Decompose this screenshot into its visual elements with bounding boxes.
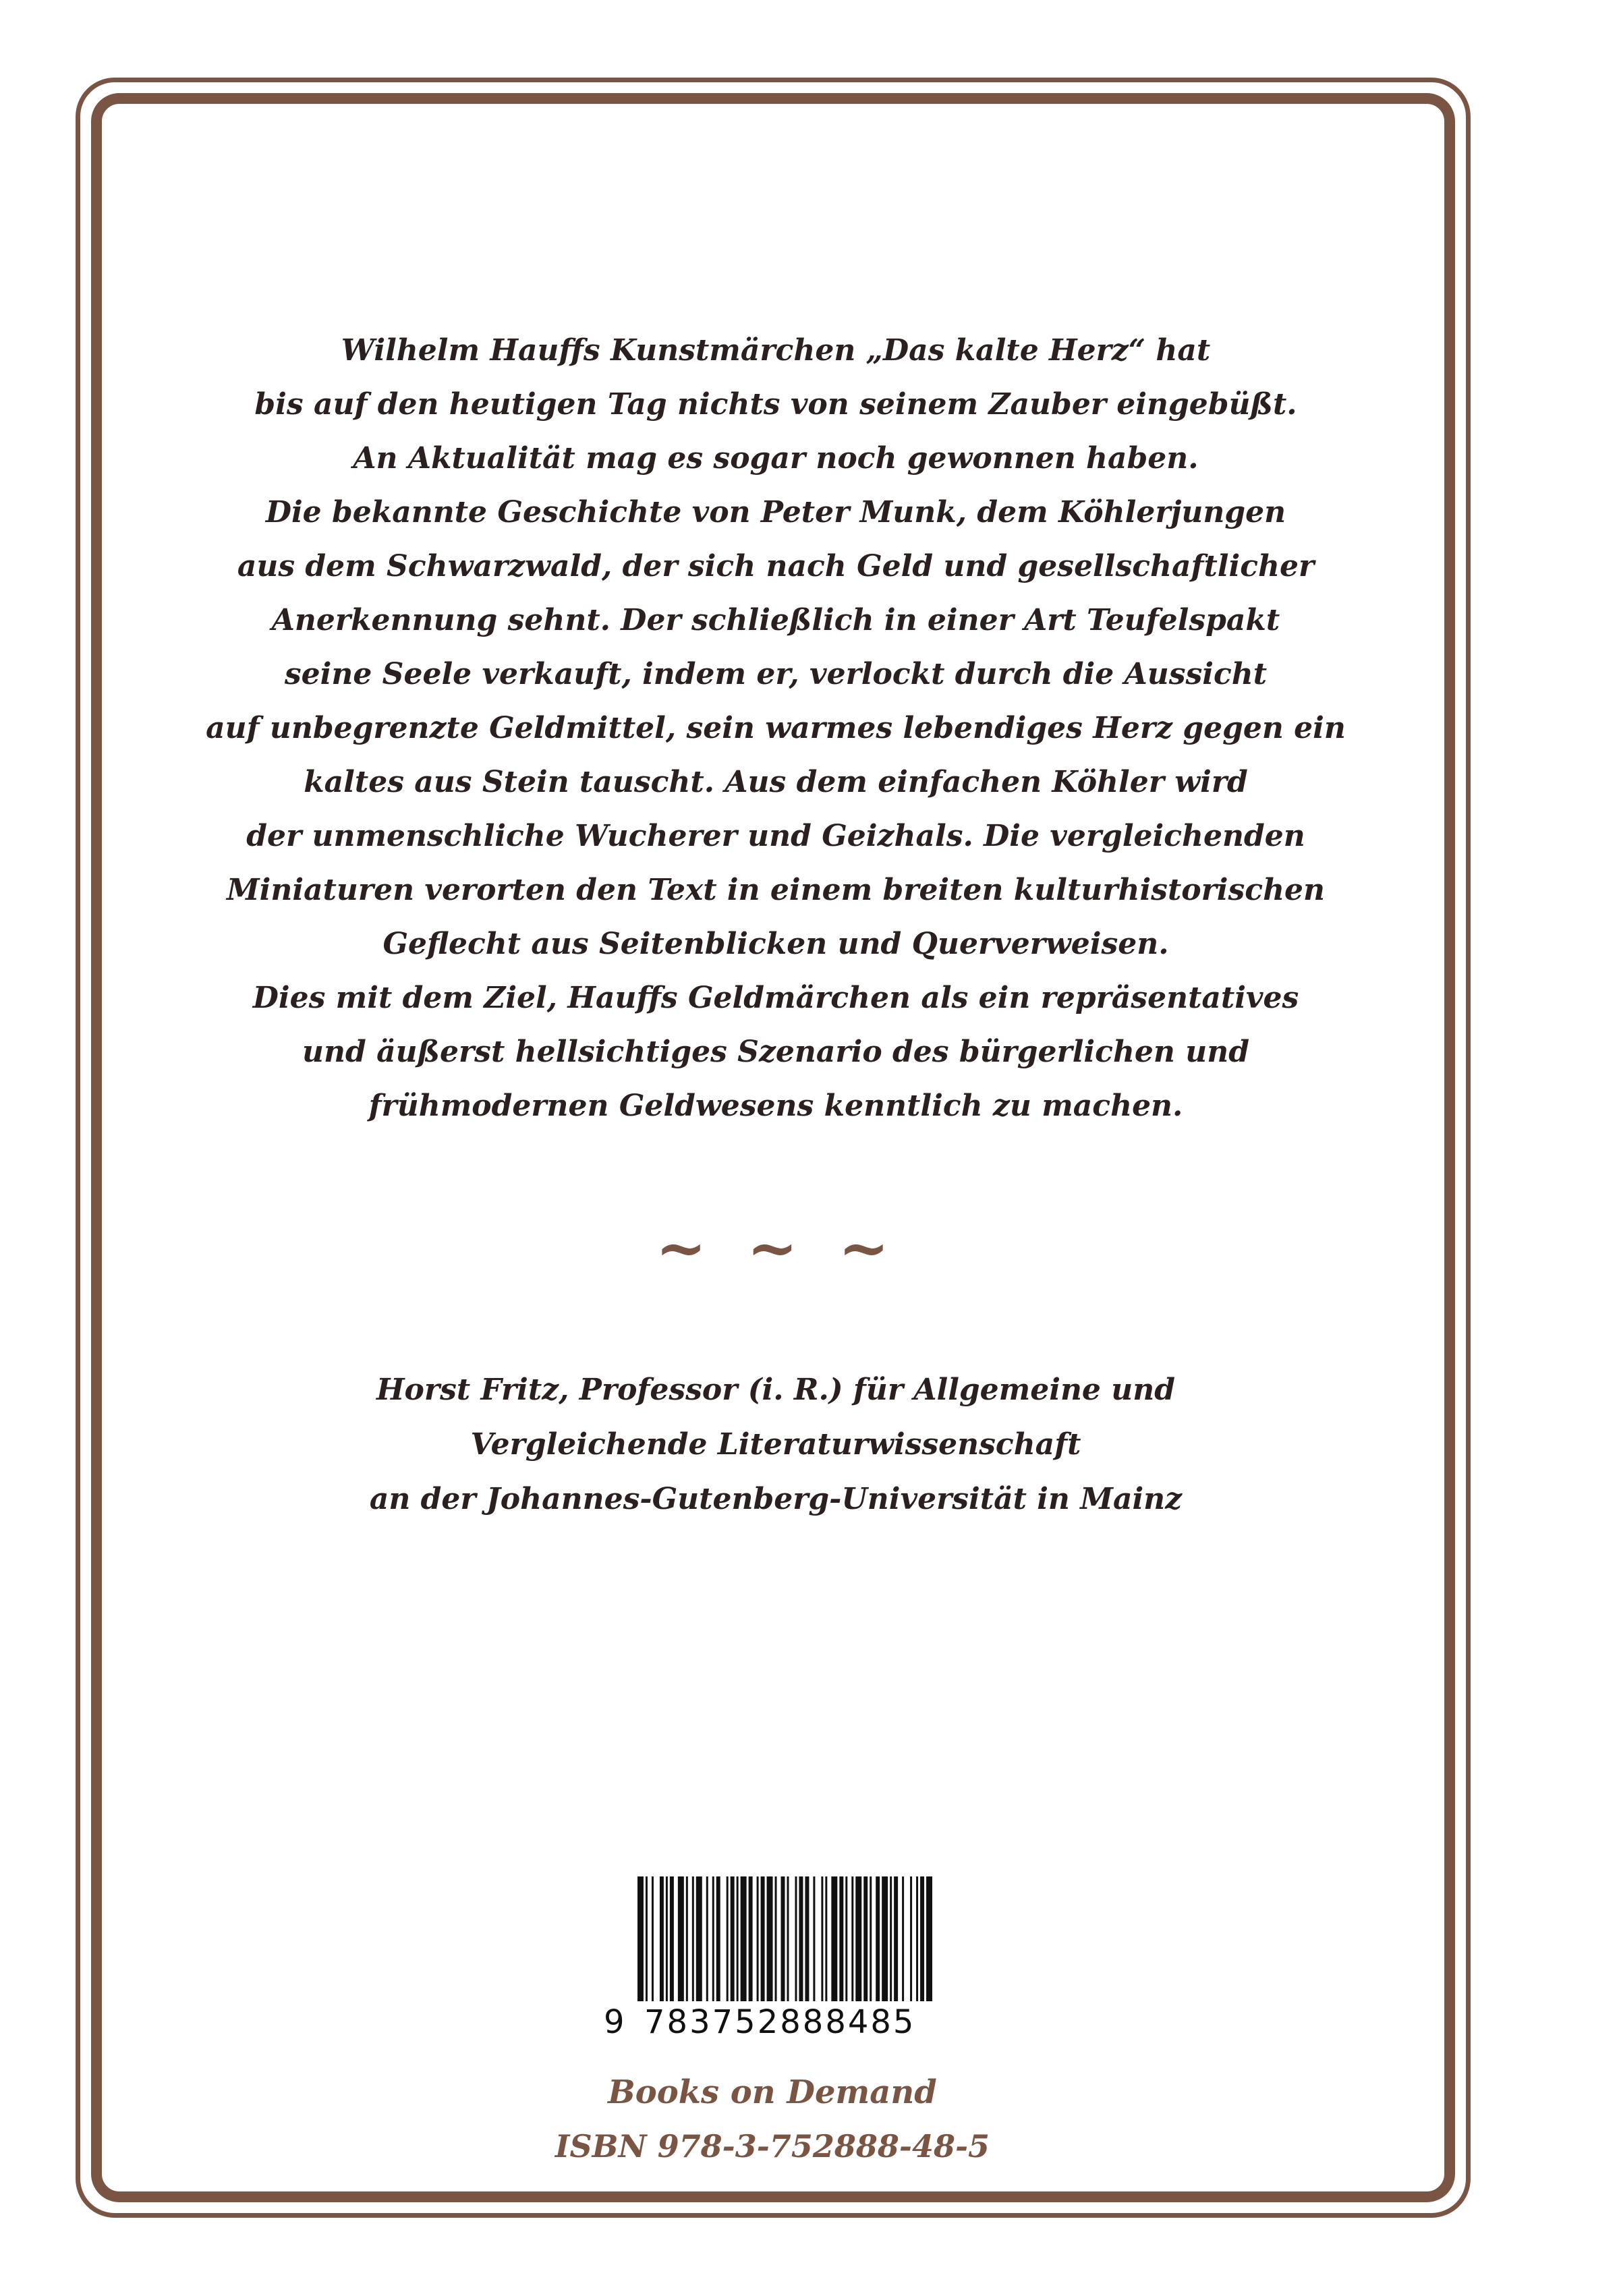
blurb-line: frühmodernen Geldwesens kenntlich zu machen. [368,1089,1183,1123]
barcode-bar [876,1876,880,2001]
barcode-bar [652,1876,654,2001]
blurb-line: Dies mit dem Ziel, Hauffs Geldmärchen als ein repräsentatives [252,981,1299,1015]
barcode-digit-group: 783752888485 [644,2003,916,2041]
blurb-line: Die bekannte Geschichte von Peter Munk, dem Köhlerjungen [265,495,1286,529]
barcode-bar [787,1876,789,2001]
barcode-bar [839,1876,843,2001]
blurb-line: Wilhelm Hauffs Kunstmärchen „Das kalte Herz“ hat [341,333,1211,368]
blurb-line: bis auf den heutigen Tag nichts von seinem Zauber eingebüßt. [254,387,1297,422]
barcode-bar [894,1876,898,2001]
barcode-bar [712,1876,714,2001]
barcode-first-digit: 9 [604,2003,625,2041]
blurb-text [135,324,1417,1133]
barcode-bar [845,1876,847,2001]
barcode-bar [749,1876,753,2001]
barcode-bar [727,1876,729,2001]
barcode-bar [670,1876,674,2001]
isbn-number: ISBN 978-3-752888-48-5 [555,2128,990,2164]
blurb-line: und äußerst hellsichtiges Szenario des bürgerlichen und [302,1035,1249,1069]
barcode-bar [851,1876,853,2001]
blurb-line: Anerkennung sehnt. Der schließlich in einer Art Teufelspakt [271,603,1280,637]
barcode-bar [890,1876,892,2001]
barcode-bar [795,1876,797,2001]
blurb-line: der unmenschliche Wucherer und Geizhals. Die vergleichenden [246,819,1305,853]
barcode-bar [741,1876,747,2001]
author-line: an der Johannes-Gutenberg-Universität in Mainz [369,1482,1183,1516]
barcode-bar [781,1876,785,2001]
barcode-bar [882,1876,888,2001]
barcode-bar [916,1876,918,2001]
author-line: Vergleichende Literaturwissenschaft [470,1427,1081,1462]
barcode-bar [646,1876,648,2001]
blurb-line: An Aktualität mag es sogar noch gewonnen haben. [353,441,1199,476]
tilde-ornament: ~~~ [655,1212,930,1284]
barcode-bar [855,1876,861,2001]
barcode-bar [666,1876,668,2001]
barcode-bar [805,1876,809,2001]
barcode-bar [686,1876,688,2001]
barcode-bar [902,1876,904,2001]
barcode-bar [737,1876,739,2001]
barcode-bar [910,1876,912,2001]
barcode-bar [926,1876,932,2001]
barcode [637,1876,934,2001]
blurb-line: Miniaturen verorten den Text in einem breiten kulturhistorischen [226,873,1326,907]
author-note [135,1362,1417,1526]
blurb-line: Geflecht aus Seitenblicken und Querverweisen. [382,927,1169,961]
barcode-bar [660,1876,664,2001]
barcode-bar [821,1876,823,2001]
barcode-bar [678,1876,684,2001]
blurb-line: aus dem Schwarzwald, der sich nach Geld und gesellschaftlicher [237,549,1315,583]
barcode-bar [696,1876,702,2001]
blurb-line: seine Seele verkauft, indem er, verlockt durch die Aussicht [284,657,1268,691]
barcode-bar [706,1876,708,2001]
barcode-bar [761,1876,765,2001]
barcode-bar [799,1876,803,2001]
barcode-bar [637,1876,644,2001]
barcode-bar [863,1876,868,2001]
barcode-bar [716,1876,720,2001]
blurb-line: kaltes aus Stein tauscht. Aus dem einfachen Köhler wird [304,765,1248,799]
barcode-bar [813,1876,815,2001]
barcode-bar [757,1876,759,2001]
barcode-bar [731,1876,735,2001]
barcode-bar [692,1876,694,2001]
barcode-bar [825,1876,827,2001]
author-line: Horst Fritz, Professor (i. R.) für Allgemeine und [376,1373,1175,1407]
barcode-bar [870,1876,872,2001]
barcode-bar [920,1876,924,2001]
barcode-bar [831,1876,837,2001]
publisher-name: Books on Demand [608,2073,937,2111]
barcode-bar [775,1876,777,2001]
blurb-line: auf unbegrenzte Geldmittel, sein warmes lebendiges Herz gegen ein [206,711,1346,745]
barcode-bar [767,1876,773,2001]
